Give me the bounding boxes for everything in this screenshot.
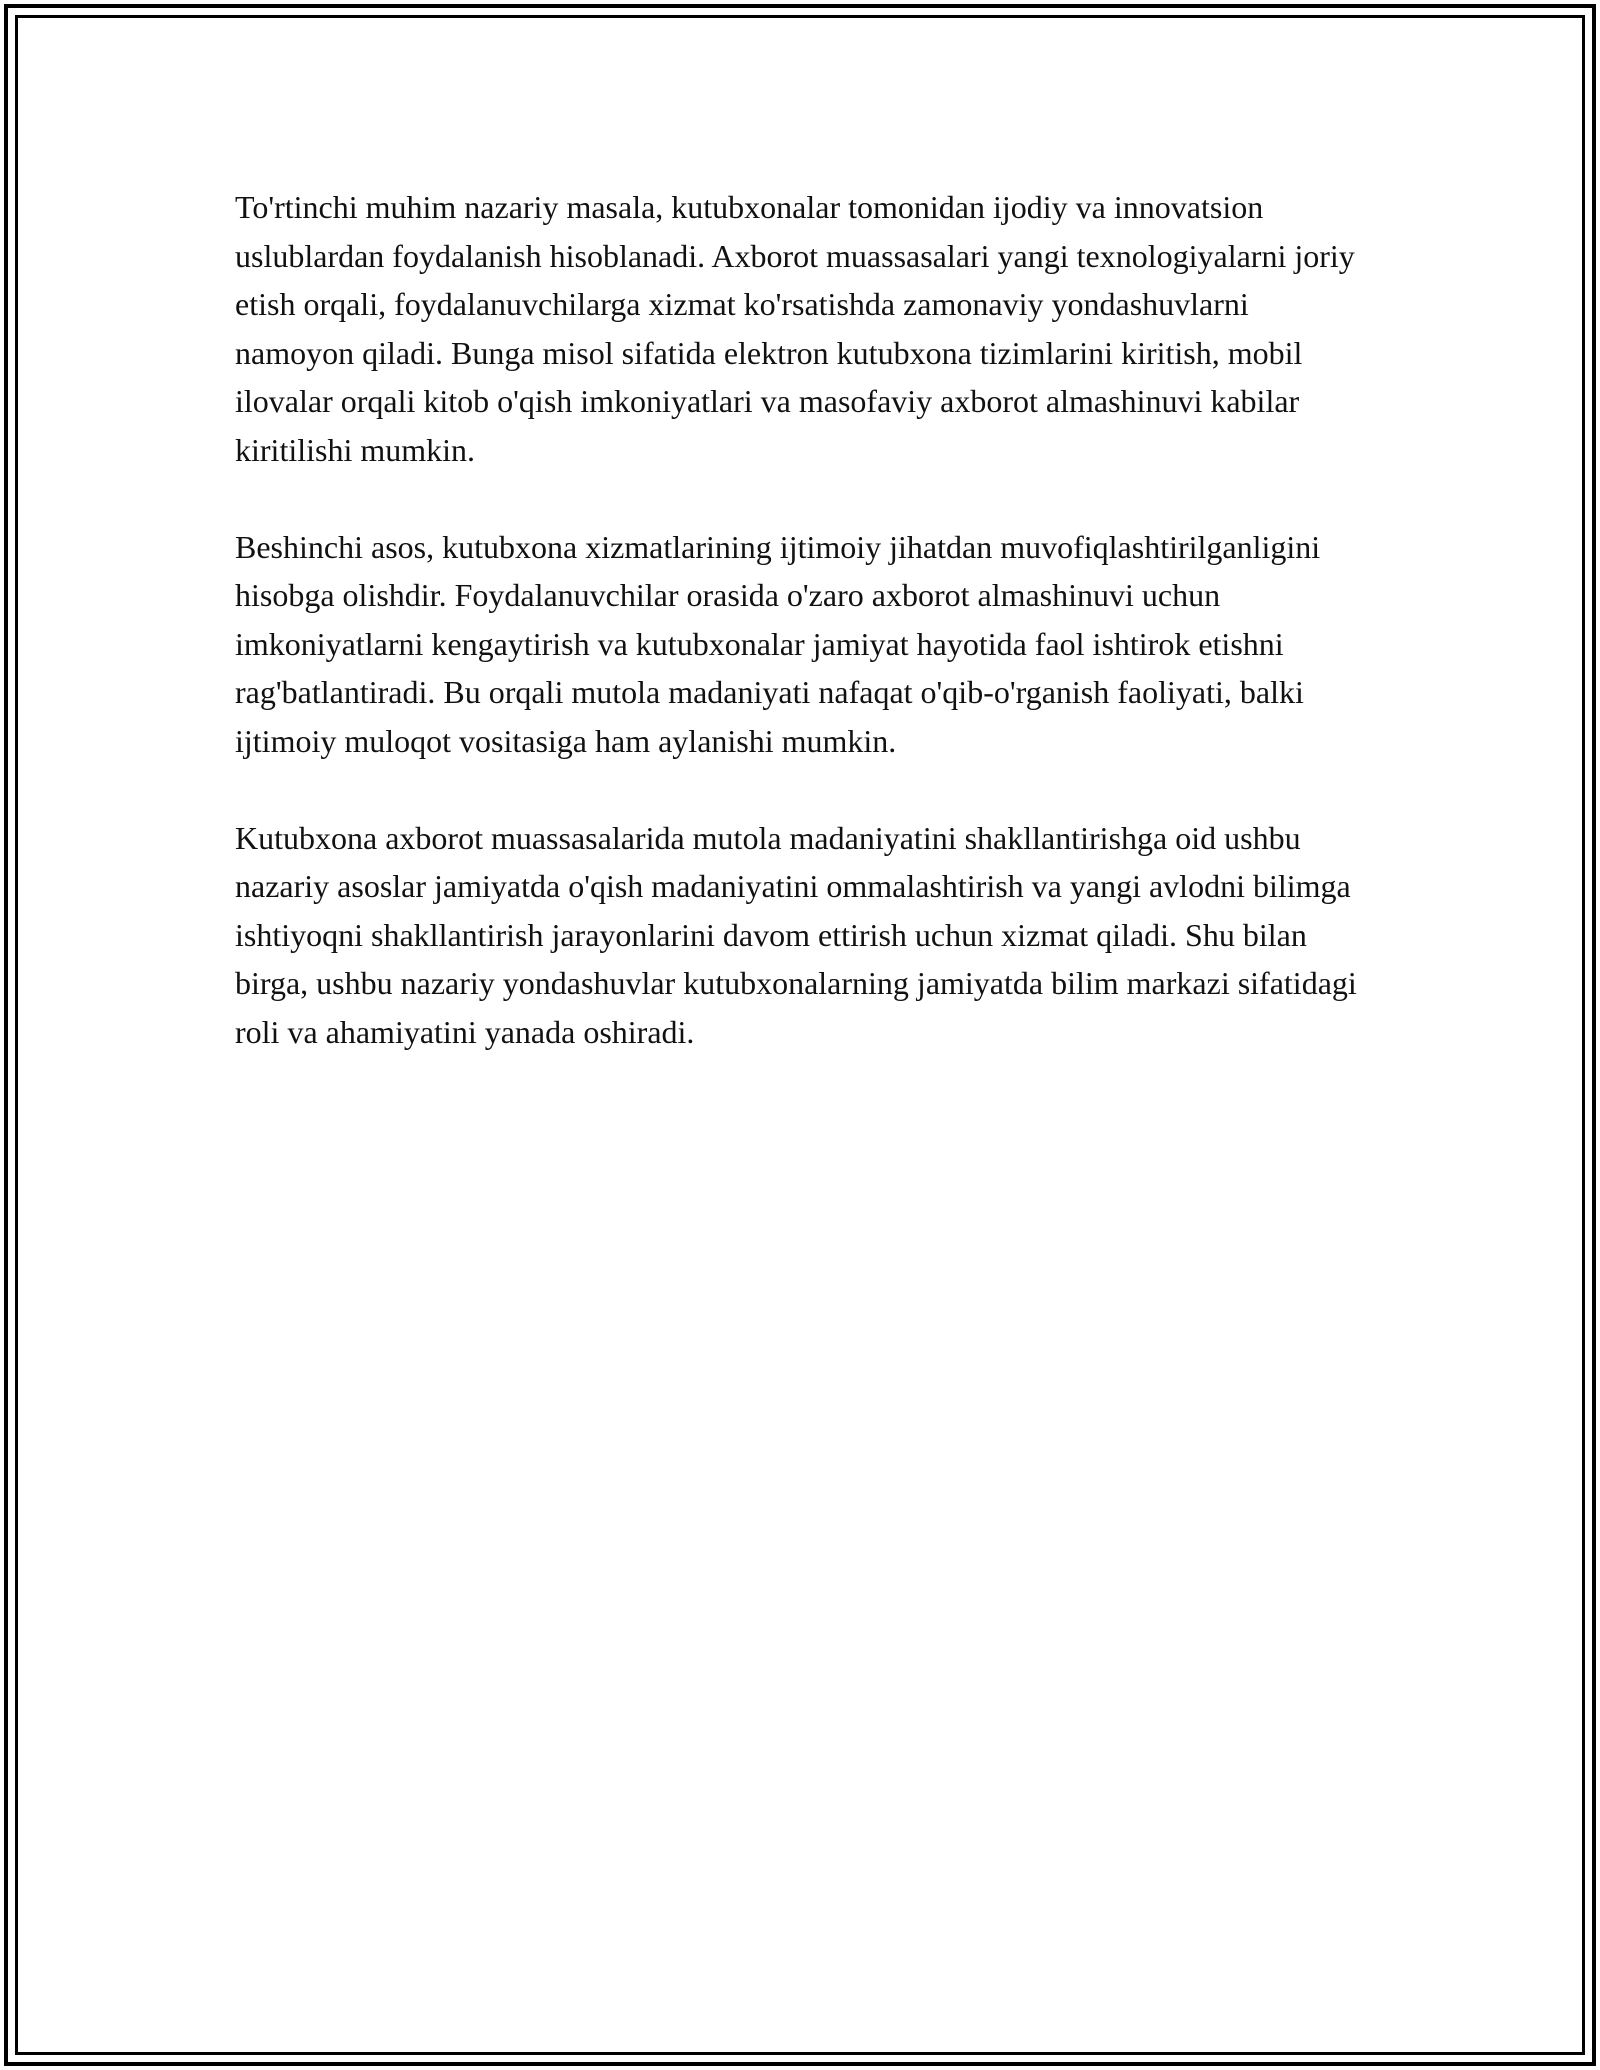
document-body	[235, 183, 1370, 1105]
paragraph-3: Kutubxona axborot muassasalarida mutola madaniyatini shakllantirishga oid ushbu nazariy asoslar jamiyatda o'qish madaniyatini ommalashtirish va yangi avlodni bilimga ishtiyoqni shakllantirish jarayonlarini davom ettirish uchun xizmat qiladi. Shu bilan birga, ushbu nazariy yondashuvlar kutubxonalarning jamiyatda bilim markazi sifatidagi roli va ahamiyatini yanada oshiradi.	[235, 819, 1357, 1050]
paragraph-1: To'rtinchi muhim nazariy masala, kutubxonalar tomonidan ijodiy va innovatsion uslublardan foydalanish hisoblanadi. Axborot muassasalari yangi texnologiyalarni joriy etish orqali, foydalanuvchilarga xizmat ko'rsatishda zamonaviy yondashuvlarni namoyon qiladi. Bunga misol sifatida elektron kutubxona tizimlarini kiritish, mobil ilovalar orqali kitob o'qish imkoniyatlari va masofaviy axborot almashinuvi kabilar kiritilishi mumkin.	[235, 189, 1355, 468]
paragraph-2: Beshinchi asos, kutubxona xizmatlarining ijtimoiy jihatdan muvofiqlashtirilganligini hisobga olishdir. Foydalanuvchilar orasida o'zaro axborot almashinuvi uchun imkoniyatlarni kengaytirish va kutubxonalar jamiyat hayotida faol ishtirok etishni rag'batlantiradi. Bu orqali mutola madaniyati nafaqat o'qib-o'rganish faoliyati, balki ijtimoiy muloqot vositasiga ham aylanishi mumkin.	[235, 528, 1321, 759]
